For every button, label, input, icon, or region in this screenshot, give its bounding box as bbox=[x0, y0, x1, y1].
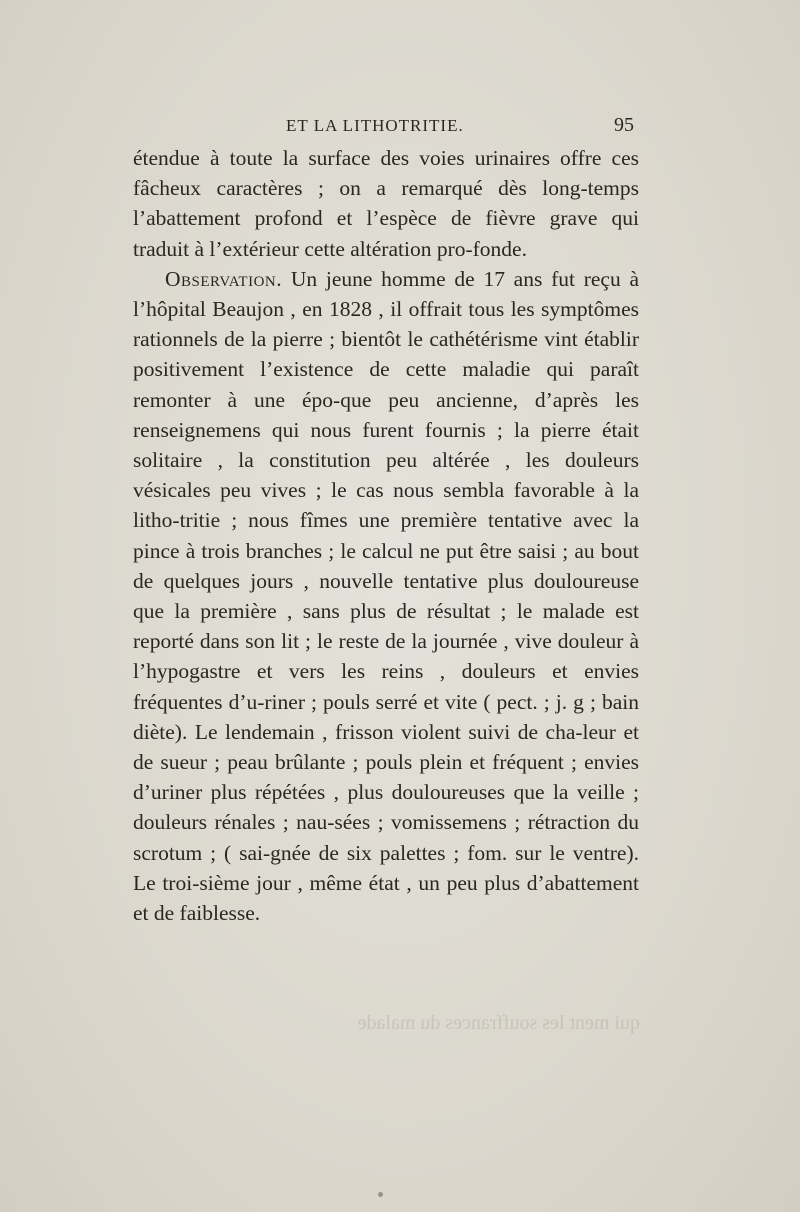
page-number: 95 bbox=[614, 114, 634, 136]
page-header bbox=[0, 112, 800, 142]
paragraph-1: étendue à toute la surface des voies urinaires offre ces fâcheux caractères ; on a remarqué dès long-temps l’abattement profond et l’espèce de fièvre grave qui traduit à l’extérieur cette altération pro-fonde. bbox=[133, 146, 639, 261]
paragraph-2 bbox=[133, 264, 639, 928]
body-text bbox=[133, 143, 639, 928]
running-head: ET LA LITHOTRITIE. bbox=[286, 116, 464, 135]
observation-heading: Observation. bbox=[165, 266, 283, 291]
ink-speck bbox=[378, 1192, 383, 1197]
paragraph-2-text: Un jeune homme de 17 ans fut reçu à l’hôpital Beaujon , en 1828 , il offrait tous les symptômes rationnels de la pierre ; bientôt le cathétérisme vint établir positivement l’existence de cette maladie qui paraît remonter à une épo-que peu ancienne, d’après les renseignemens qui nous furent fournis ; la pierre était solitaire , la constitution peu altérée , les douleurs vésicales peu vives ; le cas nous sembla favorable à la litho-tritie ; nous fîmes une première tentative avec la pince à trois branches ; le calcul ne put être saisi ; au bout de quelques jours , nouvelle tentative plus douloureuse que la première , sans plus de résultat ; le malade est reporté dans son lit ; le reste de la journée , vive douleur à l’hypogastre et vers les reins , douleurs et envies fréquentes d’u-riner ; pouls serré et vite ( pect. ; j. g ; bain diète). Le lendemain , frisson violent suivi de cha-leur et de sueur ; peau brûlante ; pouls plein et fréquent ; envies d’uriner plus répétées , plus douloureuses que la veille ; douleurs rénales ; nau-sées ; vomissemens ; rétraction du scrotum ; ( sai-gnée de six palettes ; fom. sur le ventre). Le troi-sième jour , même état , un peu plus d’abattement et de faiblesse. bbox=[133, 266, 639, 926]
show-through-text: qui ment les souffrances du malade bbox=[357, 1012, 640, 1034]
